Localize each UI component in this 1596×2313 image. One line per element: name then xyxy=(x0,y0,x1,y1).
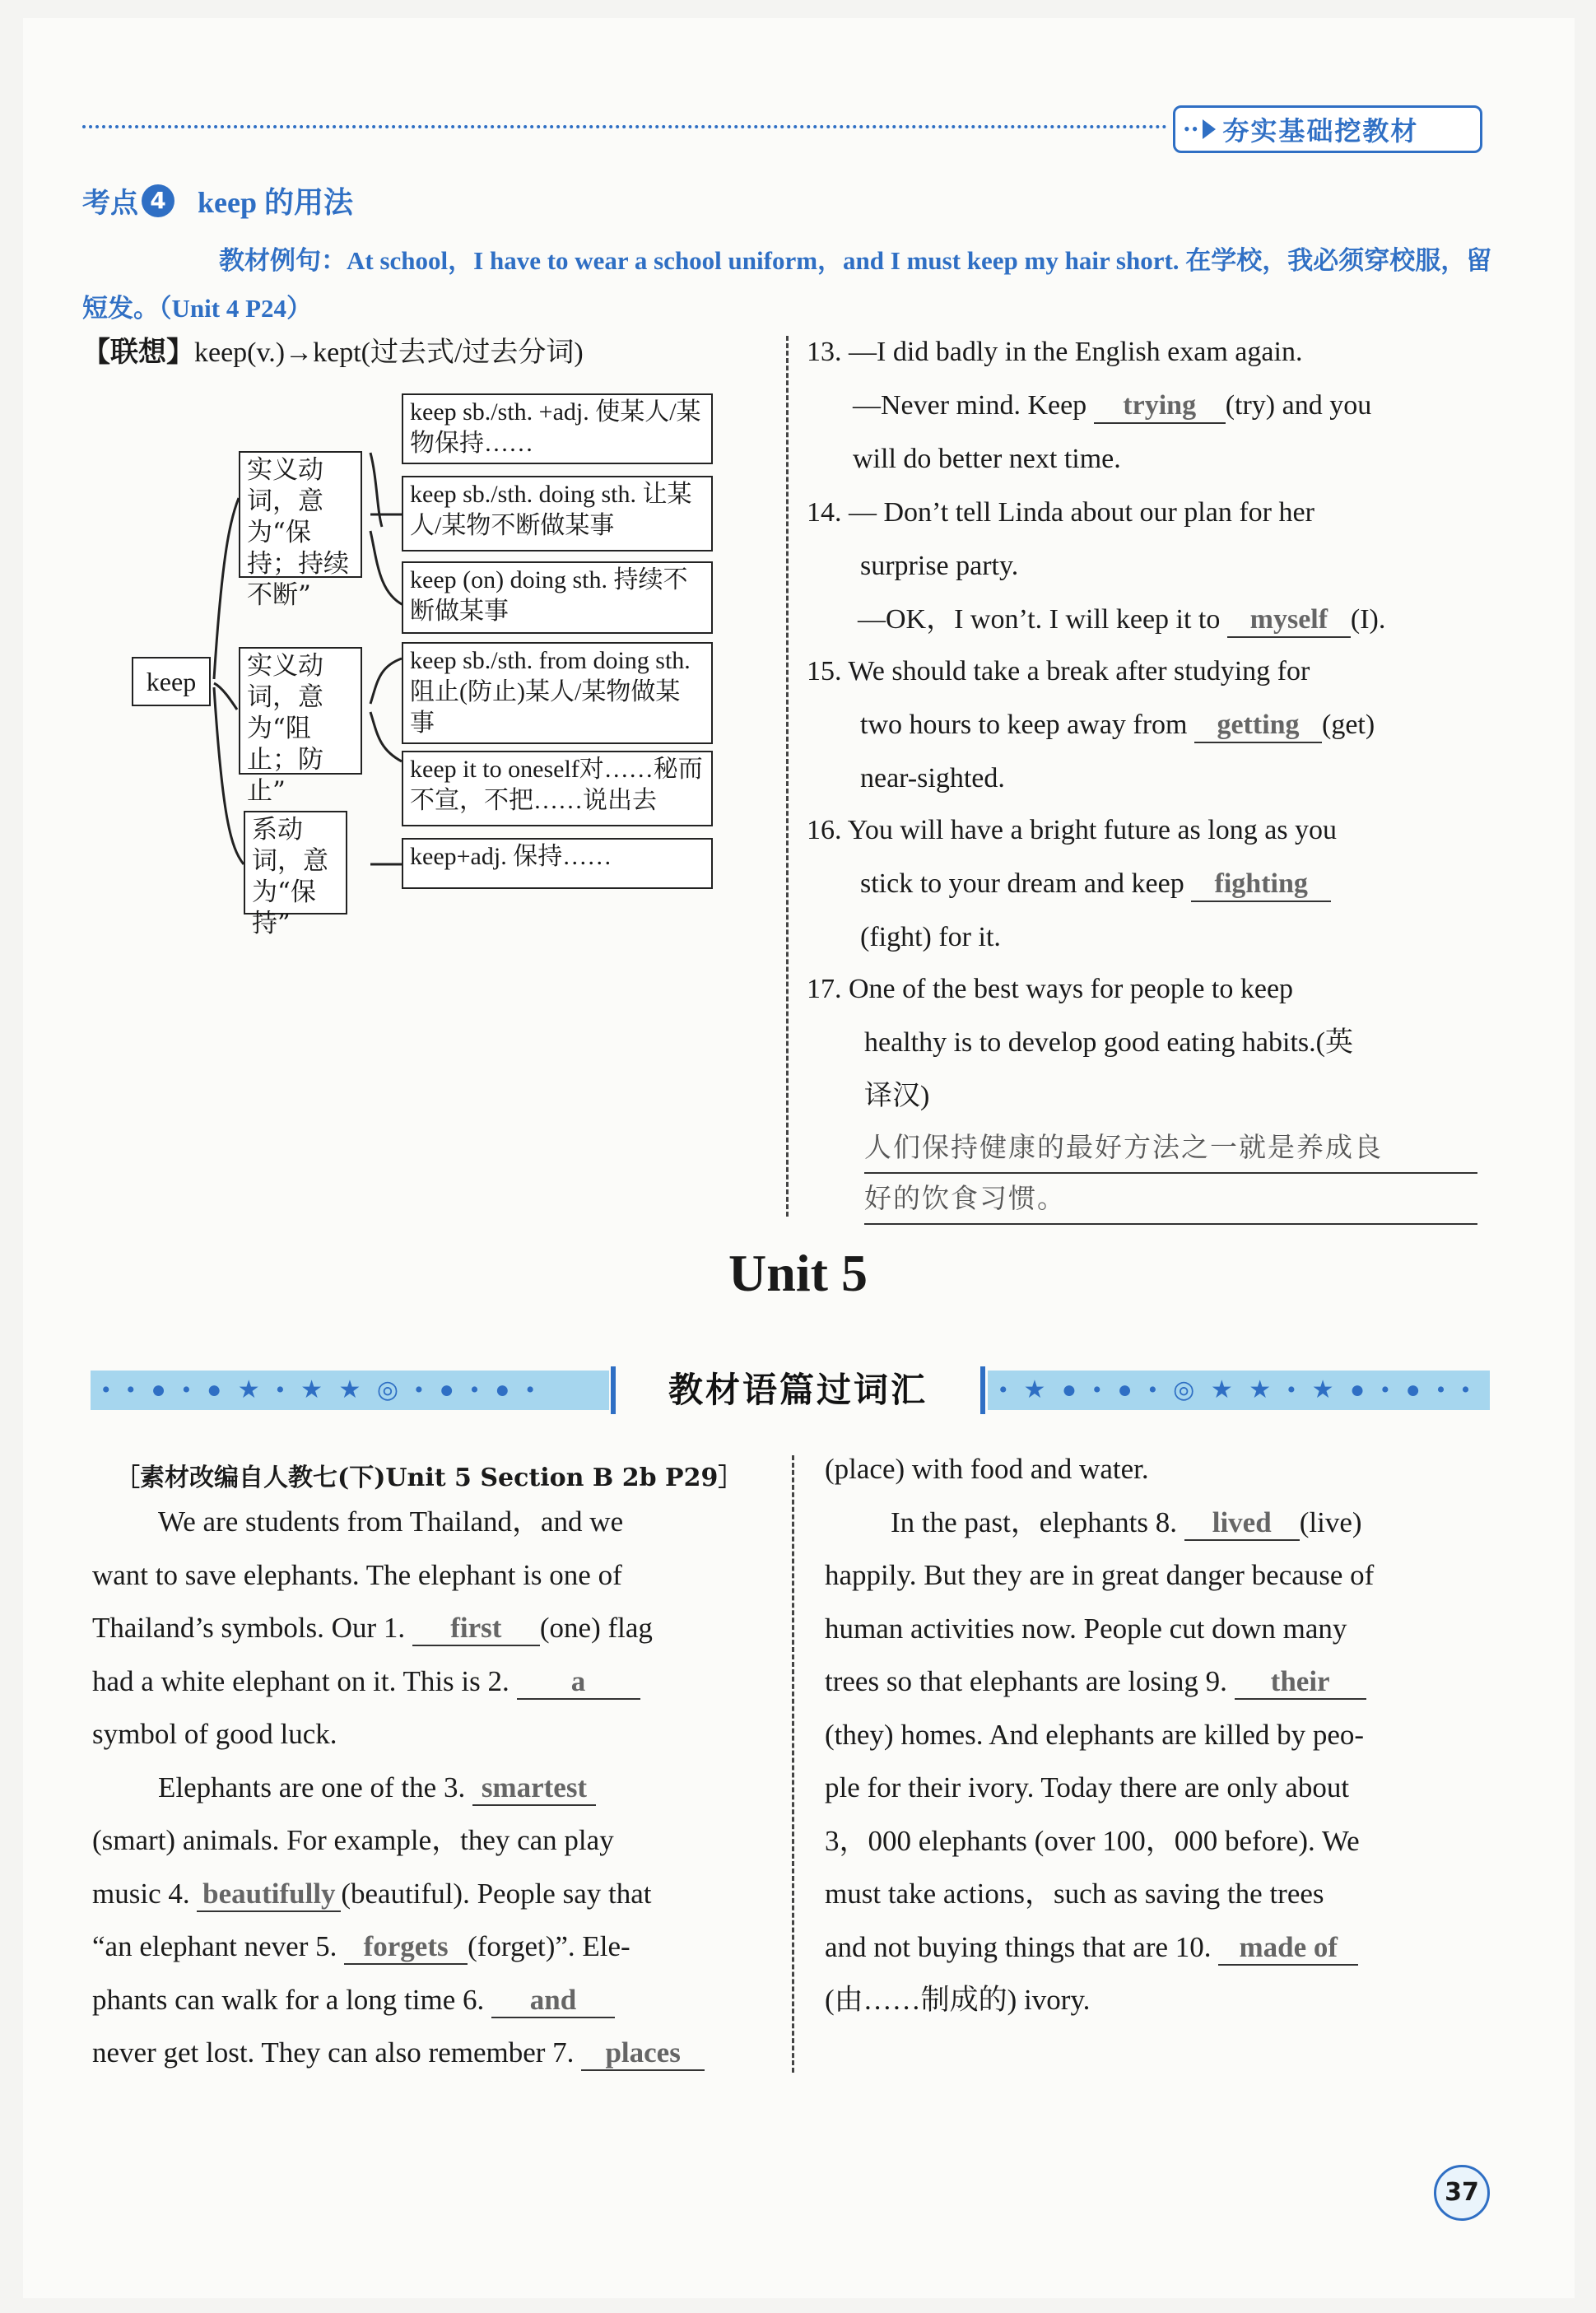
blank-6-answer: and xyxy=(491,1984,615,2018)
page-number: 37 xyxy=(1434,2165,1490,2221)
p2-line6 xyxy=(92,2027,761,2080)
p1-line3 xyxy=(92,1602,761,1655)
point-number-badge: 4 xyxy=(142,184,174,217)
p2-line3 xyxy=(92,1868,761,1921)
q17-line2: healthy is to develop good eating habits.(英 xyxy=(864,1027,1353,1058)
connector-g2-leaf5 xyxy=(370,712,402,761)
p1-line3b: (one) flag xyxy=(539,1612,653,1644)
p2-line5a: phants can walk for a long time 6. xyxy=(92,1983,485,2016)
r-line4: human activities now. People cut down many xyxy=(825,1612,1347,1645)
blank-3-answer: smartest xyxy=(472,1771,596,1806)
q13-answer: trying xyxy=(1094,389,1226,424)
arrow-right-icon xyxy=(1203,119,1216,139)
q14-line1: — Don’t tell Linda about our plan for her xyxy=(849,497,1314,528)
q15-line3: near-sighted. xyxy=(860,763,1005,793)
lianxiang-label: 【联想】 xyxy=(82,336,194,369)
r-line8: 3，000 elephants (over 100，000 before). We xyxy=(825,1824,1360,1857)
r-line6: (they) homes. And elephants are killed by peo- xyxy=(825,1718,1365,1751)
q17-answer-line2: 好的饮食习惯。 xyxy=(864,1174,1477,1225)
q14-line3b: (I). xyxy=(1350,604,1386,635)
point-heading xyxy=(82,179,353,221)
p2-line4b: (forget)”. Ele- xyxy=(468,1930,630,1962)
p2-line2: (smart) animals. For example，they can play xyxy=(92,1824,614,1856)
blank-5-answer: forgets xyxy=(344,1930,468,1965)
r-line9: must take actions，such as saving the trees xyxy=(825,1878,1324,1910)
mindmap-root: keep xyxy=(132,657,211,706)
blank-1-answer: first xyxy=(412,1612,540,1646)
q13-line1: —I did badly in the English exam again. xyxy=(849,337,1303,367)
unit-title: Unit 5 xyxy=(728,1244,868,1302)
p2-line3b: (beautiful). People say that xyxy=(341,1877,652,1910)
question-15 xyxy=(807,645,1490,805)
connector-g1-leaf3 xyxy=(370,531,403,605)
passage-right-column xyxy=(825,1443,1493,2027)
p2-line4 xyxy=(92,1920,761,1974)
r-line2b: (live) xyxy=(1299,1506,1362,1538)
blank-10-answer: made of xyxy=(1218,1931,1358,1966)
q17-line1: One of the best ways for people to keep xyxy=(849,974,1294,1004)
q16-line3: (fight) for it. xyxy=(860,922,1001,952)
q16-line2a: stick to your dream and keep xyxy=(860,868,1184,899)
q13-line2b: (try) and you xyxy=(1225,390,1372,421)
question-13 xyxy=(807,325,1490,486)
r-line10a: and not buying things that are 10. xyxy=(825,1930,1212,1963)
connector-root-group2 xyxy=(214,683,237,710)
blank-8-answer: lived xyxy=(1184,1506,1300,1541)
p1-line1: We are students from Thailand，and we xyxy=(158,1506,624,1538)
mindmap-group-3: 系动词，意为“保持” xyxy=(244,811,347,914)
decor-band-left: • • ● • ● ★ • ★ ★ ◎ • ● • ● • xyxy=(91,1371,609,1410)
q14-number: 14. xyxy=(807,497,842,528)
mindmap-group-2: 实义动词，意为“阻止；防止” xyxy=(239,647,362,775)
p2-line5 xyxy=(92,1974,761,2027)
passage-source: ［素材改编自人教七(下)Unit 5 Section B 2b P29］ xyxy=(115,1464,743,1492)
q15-number: 15. xyxy=(807,656,842,686)
q16-line1: You will have a bright future as long as you xyxy=(847,815,1338,845)
r-line2 xyxy=(825,1496,1493,1550)
section-tag-label: 夯实基础挖教材 xyxy=(1222,115,1419,147)
mindmap-leaf-5: keep it to oneself对……秘而不宣，不把……说出去 xyxy=(402,751,713,826)
blank-4-answer: beautifully xyxy=(197,1878,341,1912)
blank-7-answer: places xyxy=(581,2036,705,2071)
q13-line2a: —Never mind. Keep xyxy=(853,390,1087,421)
mindmap-leaf-3: keep (on) doing sth. 持续不断做某事 xyxy=(402,561,713,634)
q13-number: 13. xyxy=(807,337,842,367)
mindmap-leaf-2: keep sb./sth. doing sth. 让某人/某物不断做某事 xyxy=(402,476,713,551)
q15-line2b: (get) xyxy=(1322,710,1375,740)
connector-g2-leaf4 xyxy=(370,659,402,704)
column-divider-top xyxy=(786,336,789,1217)
p2-line6a: never get lost. They can also remember 7. xyxy=(92,2036,575,2069)
decor-band-right: • ★ ● • ● • ◎ ★ ★ • ★ ● • ● • • xyxy=(988,1371,1490,1410)
p1-line5: symbol of good luck. xyxy=(92,1718,337,1750)
point-title: keep 的用法 xyxy=(198,186,354,219)
p1-line4 xyxy=(92,1655,761,1709)
point-label: 考点 xyxy=(82,187,138,220)
q13-line3: will do better next time. xyxy=(853,444,1121,474)
q14-answer: myself xyxy=(1227,603,1351,638)
q14-line3a: —OK，I won’t. I will keep it to xyxy=(858,604,1221,635)
p2-line4a: “an elephant never 5. xyxy=(92,1930,337,1962)
r-line2a: In the past，elephants 8. xyxy=(891,1506,1177,1538)
p2-line1 xyxy=(92,1762,761,1815)
question-14 xyxy=(807,486,1490,646)
q17-answer-line1: 人们保持健康的最好方法之一就是养成良 xyxy=(864,1123,1477,1174)
q16-number: 16. xyxy=(807,815,842,845)
lianxiang-text: keep(v.)→kept(过去式/过去分词) xyxy=(194,337,584,368)
blank-2-answer: a xyxy=(517,1665,640,1700)
r-line7: ple for their ivory. Today there are only about xyxy=(825,1771,1350,1803)
column-divider-bottom xyxy=(792,1455,794,2073)
tag-dots: •• xyxy=(1184,119,1200,139)
lianxiang-line xyxy=(82,329,584,370)
mindmap-leaf-1: keep sb./sth. +adj. 使某人/某物保持…… xyxy=(402,393,713,464)
connector-root-group1 xyxy=(214,498,239,679)
q17-number: 17. xyxy=(807,974,842,1004)
q17-line3: 译汉) xyxy=(864,1081,930,1111)
q14-line2: surprise party. xyxy=(860,551,1019,581)
textbook-example: 教材例句：At school，I have to wear a school uniform，and I must keep my hair short. 在学校，我必须穿校服，留短发。（Unit 4 P24） xyxy=(82,246,1492,323)
mindmap-leaf-6: keep+adj. 保持…… xyxy=(402,838,713,889)
q15-answer: getting xyxy=(1194,709,1322,743)
q15-line1: We should take a break after studying for xyxy=(848,656,1310,686)
r-line10 xyxy=(825,1921,1493,1975)
r-line11: (由……制成的) ivory. xyxy=(825,1984,1091,2016)
blank-9-answer: their xyxy=(1235,1665,1366,1700)
p2-line1a: Elephants are one of the 3. xyxy=(158,1771,466,1803)
passage-left-column xyxy=(92,1496,761,2080)
question-17 xyxy=(807,962,1490,1225)
r-line3: happily. But they are in great danger because of xyxy=(825,1559,1375,1591)
p1-line4a: had a white elephant on it. This is 2. xyxy=(92,1664,510,1697)
section-title: 教材语篇过词汇 xyxy=(611,1366,985,1414)
mindmap-leaf-4: keep sb./sth. from doing sth. 阻止(防止)某人/某物做某事 xyxy=(402,642,713,744)
r-line5a: trees so that elephants are losing 9. xyxy=(825,1665,1227,1697)
p1-line3a: Thailand’s symbols. Our 1. xyxy=(92,1612,406,1644)
r-line1: (place) with food and water. xyxy=(825,1453,1149,1485)
header-dotted-rule xyxy=(82,125,1167,128)
q16-answer: fighting xyxy=(1191,868,1331,902)
q15-line2a: two hours to keep away from xyxy=(860,710,1188,740)
section-tag xyxy=(1173,105,1482,153)
r-line5 xyxy=(825,1655,1493,1709)
mindmap-group-1: 实义动词，意为“保持；持续不断” xyxy=(239,451,362,578)
p2-line3a: music 4. xyxy=(92,1877,190,1910)
p1-line2: want to save elephants. The elephant is one of xyxy=(92,1558,622,1591)
question-16 xyxy=(807,803,1490,964)
